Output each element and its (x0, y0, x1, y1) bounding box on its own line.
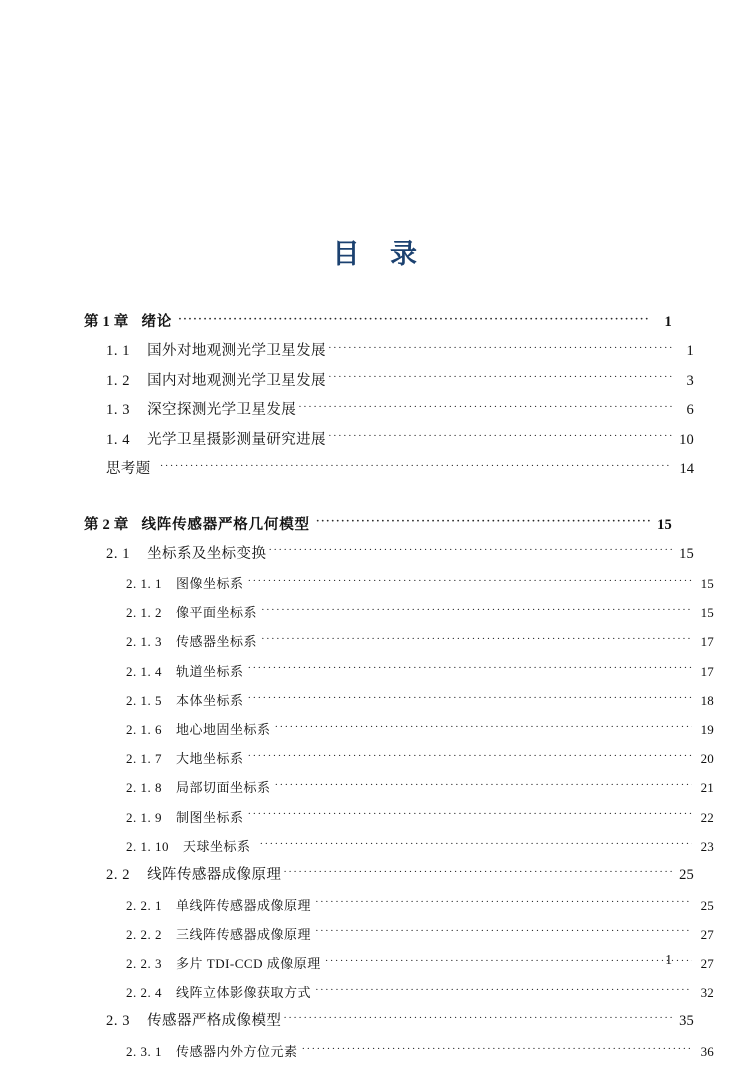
toc-dot-leader (328, 341, 672, 356)
toc-entry-page-number: 22 (700, 809, 714, 825)
toc-entry-title: 线阵传感器严格几何模型 (141, 516, 310, 533)
toc-entry[interactable] (126, 891, 714, 920)
toc-entry-title: 地心地固坐标系 (176, 722, 271, 738)
toc-entry-title: 大地坐标系 (176, 751, 244, 767)
toc-entry-page-number: 10 (679, 431, 694, 448)
page-title-char-1: 目 (332, 239, 360, 269)
toc-entry-number: 1. 1 (106, 343, 131, 359)
toc-entry-title: 思考题 (106, 461, 151, 477)
toc-entry-page-number: 18 (700, 692, 714, 708)
toc-entry[interactable] (126, 686, 714, 715)
toc-entry-number: 2. 2. 4 (126, 985, 162, 1001)
toc-entry-title: 制图坐标系 (176, 809, 244, 825)
toc-entry[interactable] (126, 803, 714, 832)
toc-entry-page-number: 1 (686, 343, 694, 359)
toc-entry-number: 2. 3. 1 (126, 1043, 162, 1059)
toc-entry[interactable] (106, 426, 694, 456)
toc-entry-title: 轨道坐标系 (176, 663, 244, 679)
toc-entry[interactable] (126, 773, 714, 802)
toc-entry-number: 2. 1. 8 (126, 780, 162, 796)
page-folio: 1 (665, 952, 672, 967)
toc-entry-page-number: 21 (700, 780, 714, 796)
toc-entry-page-number: 15 (657, 516, 672, 533)
toc-entry-page-number: 6 (686, 402, 694, 418)
toc-entry-title: 天球坐标系 (183, 838, 251, 854)
toc-entry-number: 2. 2. 3 (126, 955, 162, 971)
toc-entry-number: 2. 1. 10 (126, 838, 169, 854)
toc-entry[interactable] (106, 337, 694, 367)
toc-entry[interactable] (126, 715, 714, 744)
toc-entry-page-number: 17 (700, 634, 714, 650)
toc-entry-number: 2. 2. 1 (126, 897, 162, 913)
toc-entry-number: 2. 1. 7 (126, 751, 162, 767)
toc-dot-leader (298, 400, 672, 415)
toc-dot-leader (275, 779, 692, 792)
toc-entry-number: 2. 1. 9 (126, 809, 162, 825)
toc-entry-title: 本体坐标系 (176, 692, 244, 708)
toc-dot-leader (315, 897, 692, 910)
toc-dot-leader (328, 429, 672, 444)
toc-entry-title: 传感器内外方位元素 (176, 1043, 298, 1059)
toc-dot-leader (268, 543, 672, 558)
toc-entry-page-number: 27 (700, 955, 714, 971)
toc-entry[interactable] (126, 744, 714, 773)
toc-dot-leader (315, 926, 692, 939)
toc-entry[interactable] (126, 978, 714, 1007)
toc-entry[interactable] (106, 1007, 694, 1037)
toc-dot-leader (315, 984, 692, 997)
toc-entry-title: 坐标系及坐标变换 (147, 545, 267, 562)
toc-entry-number: 2. 1. 2 (126, 605, 162, 621)
toc-entry-page-number: 3 (686, 372, 694, 389)
toc-dot-leader (261, 604, 692, 617)
toc-entry-number: 2. 1. 5 (126, 692, 162, 708)
toc-dot-leader (302, 1043, 692, 1056)
toc-dot-leader (275, 721, 692, 734)
toc-entry-title: 局部切面坐标系 (176, 780, 271, 796)
toc-dot-leader (260, 838, 692, 851)
toc-entry-page-number: 36 (700, 1043, 714, 1059)
toc-entry-page-number: 1 (664, 314, 672, 330)
toc-entry[interactable] (126, 920, 714, 949)
toc-entry-page-number: 15 (679, 545, 694, 562)
toc-entry[interactable] (106, 367, 694, 397)
toc-dot-leader (248, 692, 692, 705)
toc-entry-page-number: 27 (700, 926, 714, 942)
toc-entry[interactable] (84, 308, 672, 337)
toc-dot-leader (248, 663, 692, 676)
toc-entry-number: 第 1 章 (84, 314, 129, 330)
toc-entry-page-number: 17 (700, 663, 714, 679)
toc-entry-title: 国外对地观测光学卫星发展 (147, 343, 326, 359)
page-title (0, 232, 750, 271)
toc-entry[interactable] (126, 657, 714, 686)
toc-entry-number: 2. 1 (106, 545, 131, 562)
toc-entry-page-number: 25 (700, 897, 714, 913)
toc-entry-number: 1. 4 (106, 431, 131, 448)
toc-entry-number: 1. 2 (106, 372, 131, 389)
toc-entry[interactable] (126, 598, 714, 627)
toc-entry-title: 像平面坐标系 (176, 605, 258, 621)
toc-entry[interactable] (106, 540, 694, 570)
toc-entry-title: 深空探测光学卫星发展 (147, 402, 297, 418)
toc-dot-leader (283, 865, 672, 880)
toc-dot-leader (283, 1011, 672, 1026)
toc-dot-leader (261, 633, 692, 646)
toc-dot-leader (178, 312, 650, 327)
toc-entry-number: 2. 1. 6 (126, 722, 162, 738)
toc-entry-number: 2. 2 (106, 867, 131, 884)
toc-entry-title: 传感器严格成像模型 (147, 1013, 282, 1030)
toc-entry-page-number: 15 (700, 576, 714, 591)
toc-dot-leader (160, 459, 672, 474)
toc-entry-number: 2. 1. 3 (126, 634, 162, 650)
toc-entry[interactable] (126, 627, 714, 656)
toc-entry-page-number: 14 (679, 461, 694, 477)
toc-section-gap (84, 485, 672, 511)
toc-dot-leader (328, 370, 672, 385)
toc-entry-page-number: 19 (700, 722, 714, 738)
toc-entry-page-number: 35 (679, 1013, 694, 1030)
toc-entry-number: 1. 3 (106, 402, 131, 418)
toc-entry-number: 2. 3 (106, 1013, 131, 1030)
toc-entry-number: 2. 1. 1 (126, 576, 162, 591)
toc-entry-page-number: 20 (700, 751, 714, 767)
toc-entry[interactable] (126, 832, 714, 861)
toc-entry-title: 三线阵传感器成像原理 (176, 926, 312, 942)
toc-entry-title: 光学卫星摄影测量研究进展 (147, 431, 326, 448)
toc-entry-title: 线阵传感器成像原理 (147, 867, 282, 884)
toc-entry-title: 图像坐标系 (176, 576, 244, 591)
toc-dot-leader (248, 575, 692, 588)
toc-entry-title: 国内对地观测光学卫星发展 (147, 372, 326, 389)
toc-dot-leader (248, 750, 692, 763)
toc-entry-title: 单线阵传感器成像原理 (176, 897, 312, 913)
toc-entry[interactable] (106, 455, 694, 485)
toc-entry-title: 线阵立体影像获取方式 (176, 985, 312, 1001)
toc-entry-title: 多片 TDI-CCD 成像原理 (176, 955, 321, 971)
page-title-char-2: 录 (390, 239, 418, 269)
toc-entry-title: 绪论 (141, 314, 173, 330)
toc-dot-leader (248, 809, 692, 822)
toc-entry-number: 2. 1. 4 (126, 663, 162, 679)
toc-entry-page-number: 15 (700, 605, 714, 621)
toc-entry-page-number: 23 (700, 838, 714, 854)
toc-entry-page-number: 25 (679, 867, 694, 884)
toc-entry-number: 2. 2. 2 (126, 926, 162, 942)
toc-dot-leader (316, 514, 650, 529)
toc-entry[interactable] (106, 396, 694, 426)
toc-entry-number: 第 2 章 (84, 516, 129, 533)
toc-entry[interactable] (126, 1037, 714, 1066)
toc-entry-page-number: 32 (700, 985, 714, 1001)
toc-entry-title: 传感器坐标系 (176, 634, 258, 650)
toc-entry[interactable] (126, 569, 714, 598)
toc-entry[interactable] (106, 861, 694, 891)
toc-entry[interactable] (84, 511, 672, 540)
